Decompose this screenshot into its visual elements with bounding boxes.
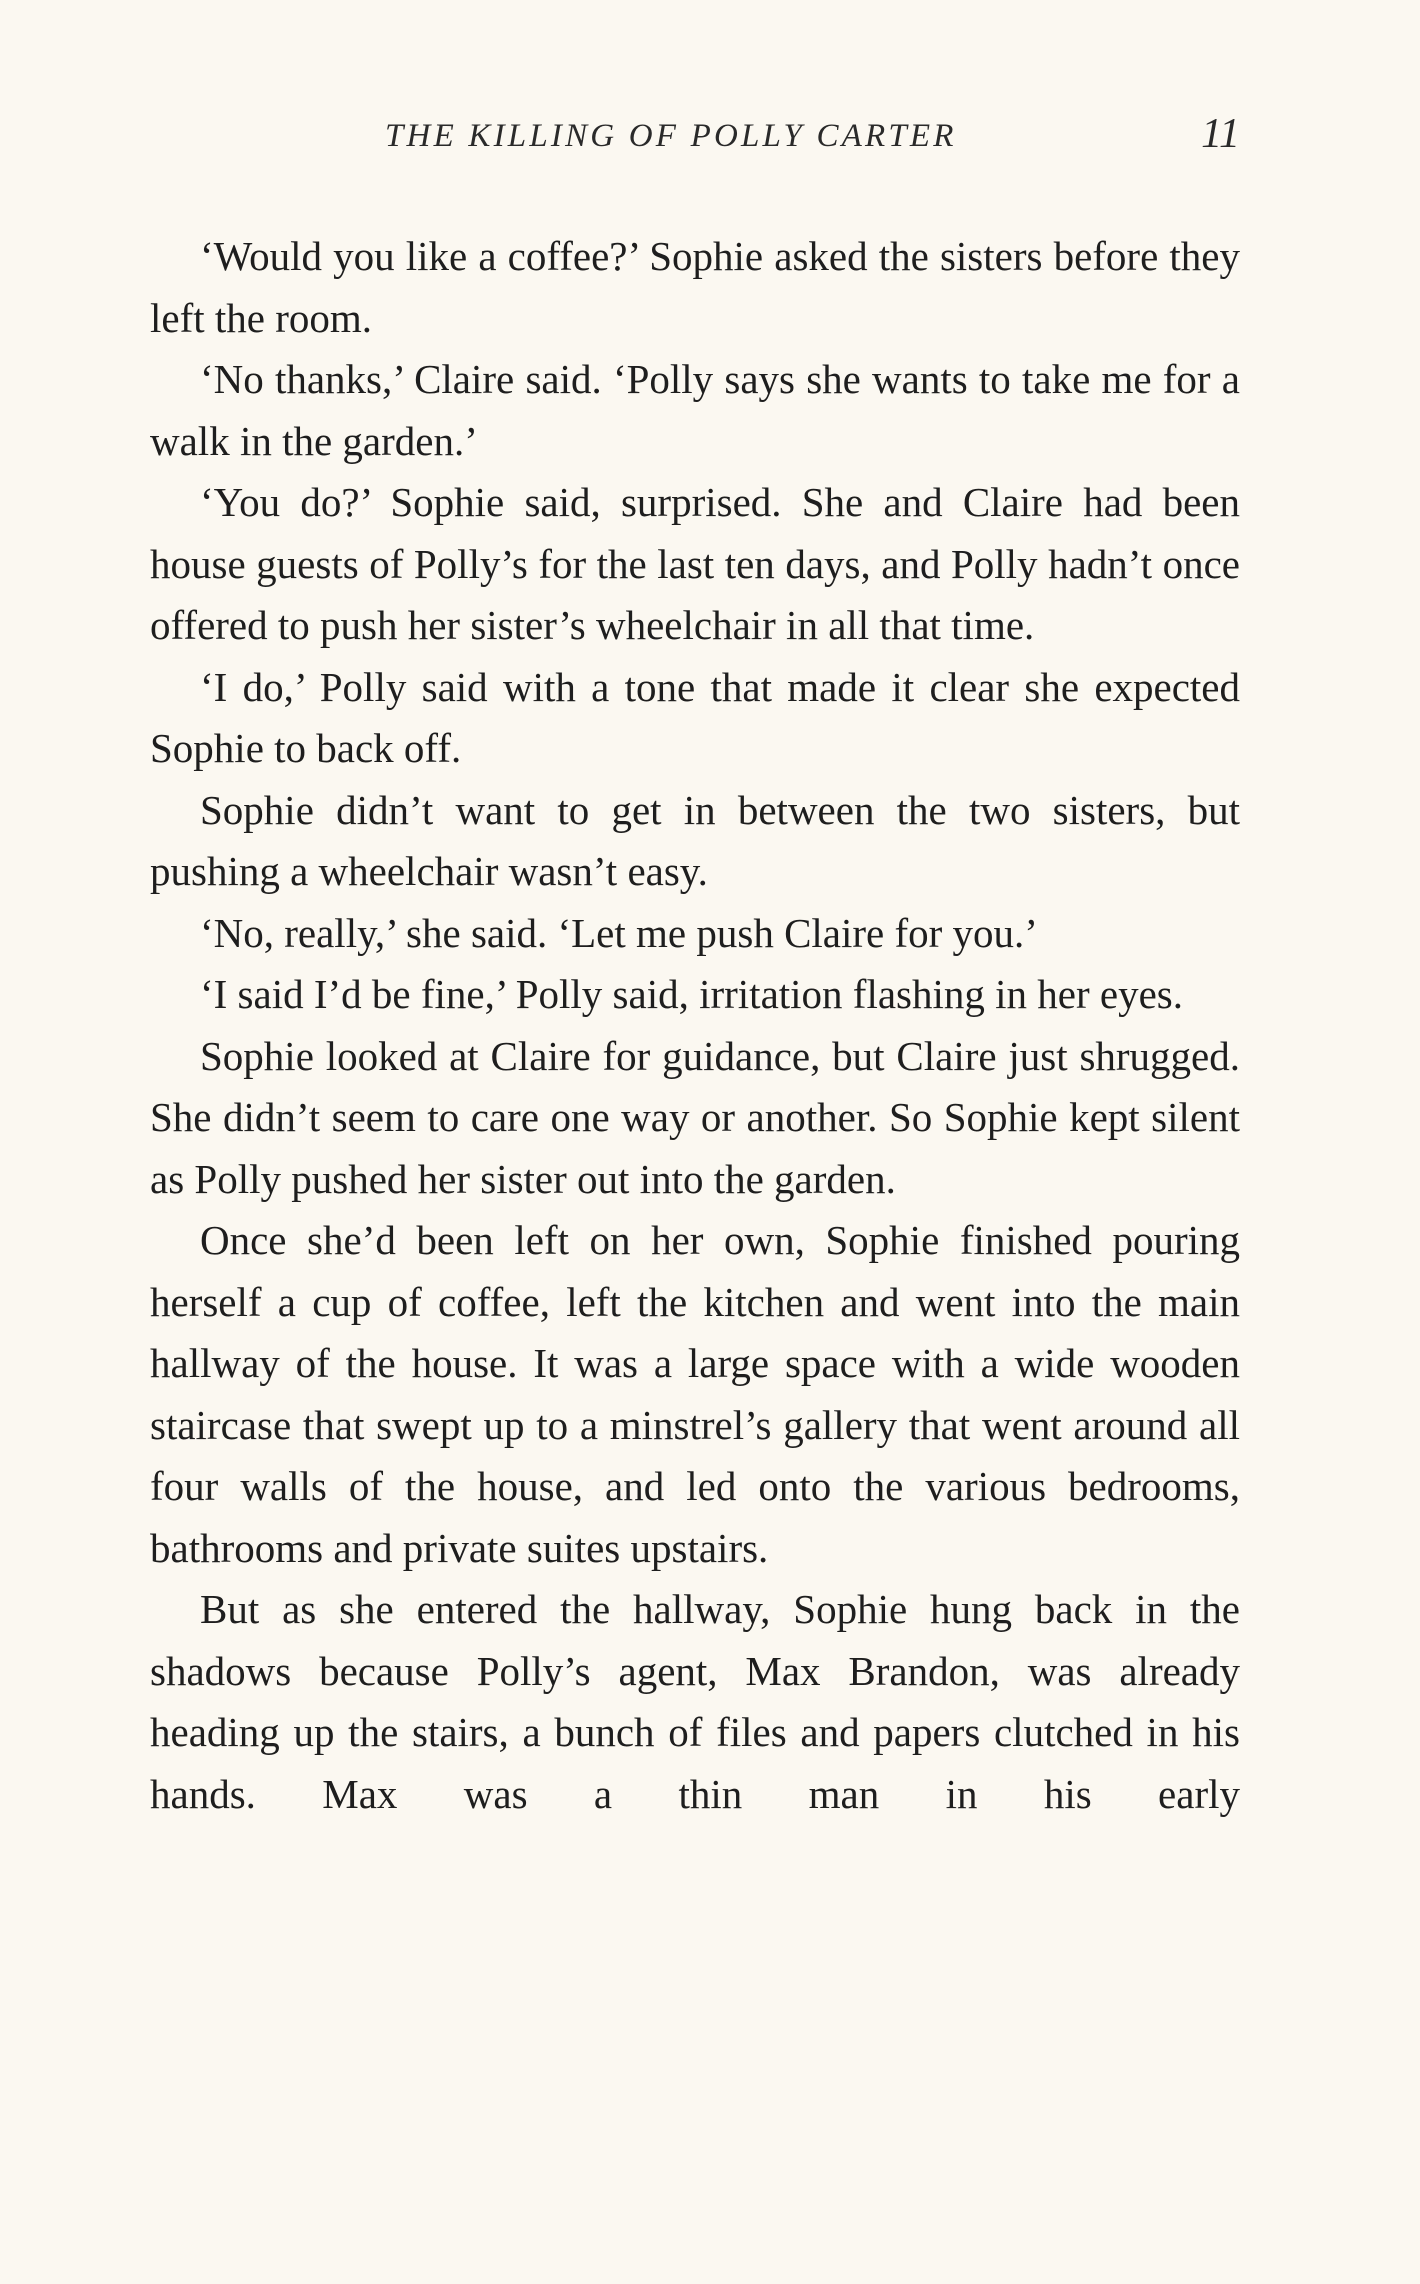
paragraph: Once she’d been left on her own, Sophie finished pouring herself a cup of coffee, left the kitchen and went into the main hallway of the house. It was a large space with a wide wooden staircase that swept up to a minstrel’s gallery that went around all four walls of the house, and led onto the various bedrooms, bathrooms and private suites upstairs. (150, 1217, 1240, 1571)
running-head (150, 110, 1240, 170)
paragraph: ‘No, really,’ she said. ‘Let me push Claire for you.’ (200, 909, 1038, 956)
paragraph: ‘Would you like a coffee?’ Sophie asked the sisters before they left the room. (150, 233, 1240, 341)
paragraph: Sophie looked at Claire for guidance, but Claire just shrugged. She didn’t seem to care one way or another. So Sophie kept silent as Polly pushed her sister out into the garden. (150, 1032, 1240, 1202)
paragraph: Sophie didn’t want to get in between the two sisters, but pushing a wheelchair wasn’t easy. (150, 786, 1240, 894)
paragraph: ‘I do,’ Polly said with a tone that made it clear she expected Sophie to back off. (150, 663, 1240, 771)
page-number: 11 (1201, 111, 1240, 157)
paragraph: ‘No thanks,’ Claire said. ‘Polly says she wants to take me for a walk in the garden.’ (150, 356, 1240, 464)
book-title: THE KILLING OF POLLY CARTER (385, 118, 957, 154)
paragraph: But as she entered the hallway, Sophie hung back in the shadows because Polly’s agent, Max Brandon, was already heading up the stairs, a bunch of files and papers clutched in his hands. Max was a thin man in his early (150, 1586, 1240, 1817)
body-text (150, 226, 1240, 1825)
paragraph: ‘I said I’d be fine,’ Polly said, irritation flashing in her eyes. (200, 971, 1183, 1017)
paragraph: ‘You do?’ Sophie said, surprised. She and Claire had been house guests of Polly’s for the last ten days, and Polly hadn’t once offered to push her sister’s wheelchair in all that time. (150, 479, 1240, 648)
